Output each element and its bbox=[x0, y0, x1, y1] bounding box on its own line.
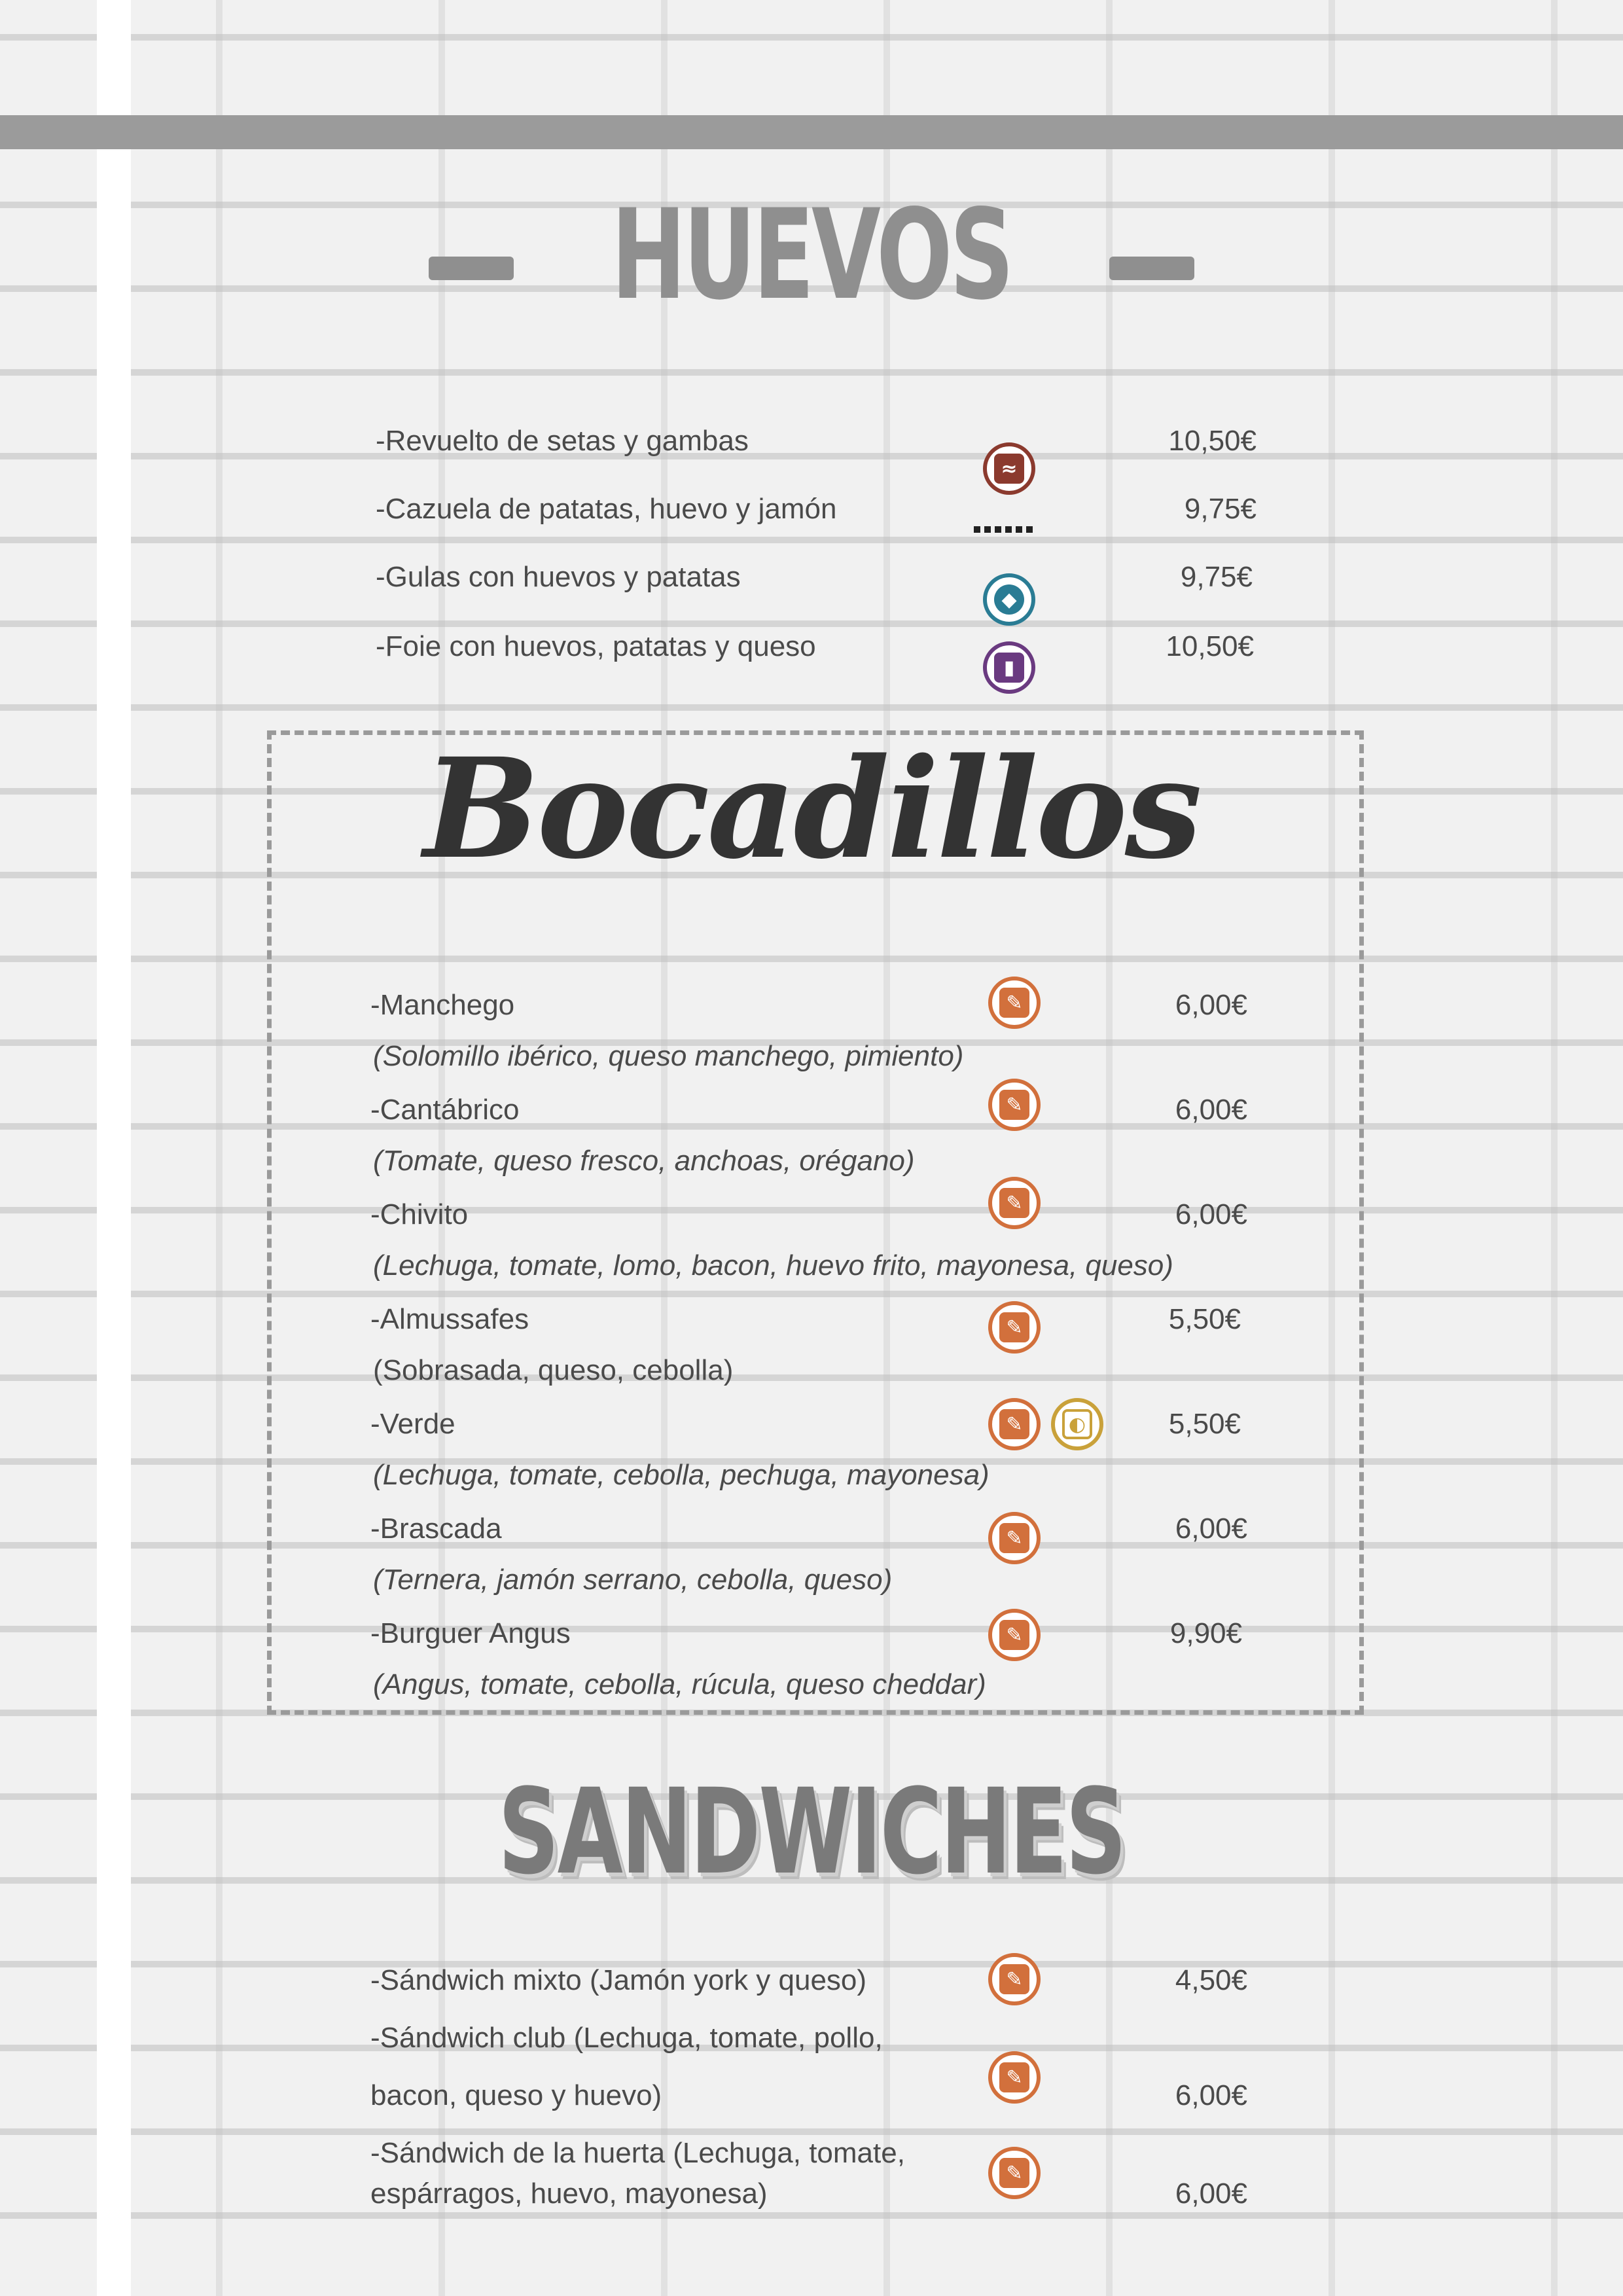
bocadillo-item-name: -Cantábrico bbox=[370, 1094, 520, 1126]
bocadillo-item-name: -Burguer Angus bbox=[370, 1617, 571, 1649]
bocadillo-item-description: (Angus, tomate, cebolla, rúcula, queso cheddar) bbox=[373, 1668, 986, 1700]
left-white-stripe bbox=[97, 0, 131, 2296]
gluten-allergen-icon: ✎ bbox=[988, 1079, 1041, 1131]
heading-dash-right bbox=[1109, 257, 1194, 280]
top-grey-bar bbox=[0, 115, 1623, 149]
bocadillo-item-name: -Brascada bbox=[370, 1513, 502, 1545]
bocadillo-item-description: (Solomillo ibérico, queso manchego, pimiento) bbox=[373, 1040, 964, 1072]
gluten-allergen-icon: ✎ bbox=[988, 977, 1041, 1029]
bocadillo-item-price: 5,50€ bbox=[1168, 1303, 1241, 1335]
crustacean-allergen-icon: ≈ bbox=[983, 442, 1035, 495]
bocadillo-item-price: 6,00€ bbox=[1175, 1198, 1247, 1230]
fish-allergen-icon: ◆ bbox=[983, 573, 1035, 626]
sandwiches-heading bbox=[0, 1764, 1623, 1901]
huevos-item-price: 10,50€ bbox=[1166, 630, 1254, 662]
huevos-item-price: 9,75€ bbox=[1184, 493, 1257, 525]
gluten-allergen-icon: ✎ bbox=[988, 1953, 1041, 2005]
huevos-item-name: -Gulas con huevos y patatas bbox=[376, 561, 741, 593]
huevos-heading bbox=[0, 183, 1623, 327]
dairy-allergen-icon: ▮ bbox=[983, 641, 1035, 694]
huevos-item-price: 10,50€ bbox=[1168, 425, 1257, 457]
gluten-allergen-icon: ✎ bbox=[988, 2147, 1041, 2199]
huevos-item-price: 9,75€ bbox=[1180, 561, 1253, 593]
sandwich-item-price: 4,50€ bbox=[1175, 1964, 1247, 1996]
bocadillo-item-description: (Lechuga, tomate, lomo, bacon, huevo frito, mayonesa, queso) bbox=[373, 1249, 1173, 1282]
bocadillo-item-description: (Sobrasada, queso, cebolla) bbox=[373, 1354, 734, 1386]
gluten-allergen-icon: ✎ bbox=[988, 1398, 1041, 1450]
bocadillo-item-description: (Lechuga, tomate, cebolla, pechuga, mayonesa) bbox=[373, 1459, 990, 1491]
sandwich-item-name: -Sándwich de la huerta (Lechuga, tomate, bbox=[370, 2137, 905, 2169]
gluten-allergen-icon: ✎ bbox=[988, 1609, 1041, 1661]
huevos-title: HUEVOS bbox=[611, 183, 1012, 327]
bocadillo-item-price: 6,00€ bbox=[1175, 1513, 1247, 1545]
bocadillos-title: Bocadillos bbox=[423, 728, 1200, 889]
gluten-allergen-icon: ✎ bbox=[988, 1177, 1041, 1229]
huevos-item-name: -Cazuela de patatas, huevo y jamón bbox=[376, 493, 837, 525]
sandwich-item-price: 6,00€ bbox=[1175, 2079, 1247, 2111]
bocadillo-item-price: 6,00€ bbox=[1175, 1094, 1247, 1126]
heading-dash-left bbox=[429, 257, 514, 280]
huevos-item-name: -Revuelto de setas y gambas bbox=[376, 425, 749, 457]
sandwiches-title: SANDWICHES bbox=[498, 1764, 1125, 1901]
bocadillo-item-price: 5,50€ bbox=[1168, 1408, 1241, 1440]
bocadillo-item-price: 9,90€ bbox=[1169, 1617, 1242, 1649]
sandwich-item-price: 6,00€ bbox=[1175, 2178, 1247, 2210]
egg-allergen-icon: ◐ bbox=[1051, 1398, 1103, 1450]
gluten-allergen-icon: ✎ bbox=[988, 1512, 1041, 1564]
huevos-item-name: -Foie con huevos, patatas y queso bbox=[376, 630, 816, 662]
bocadillo-item-name: -Almussafes bbox=[370, 1303, 529, 1335]
gluten-allergen-icon: ✎ bbox=[988, 1301, 1041, 1354]
sandwich-item-name: -Sándwich mixto (Jamón york y queso) bbox=[370, 1964, 867, 1996]
bocadillo-item-name: -Manchego bbox=[370, 989, 515, 1021]
bocadillo-item-price: 6,00€ bbox=[1175, 989, 1247, 1021]
sandwich-item-name: -Sándwich club (Lechuga, tomate, pollo, bbox=[370, 2022, 883, 2054]
dotted-separator bbox=[974, 526, 1033, 533]
gluten-allergen-icon: ✎ bbox=[988, 2051, 1041, 2104]
sandwich-item-name-continued: espárragos, huevo, mayonesa) bbox=[370, 2178, 768, 2210]
bocadillo-item-description: (Ternera, jamón serrano, cebolla, queso) bbox=[373, 1564, 893, 1596]
bocadillo-item-description: (Tomate, queso fresco, anchoas, orégano) bbox=[373, 1145, 915, 1177]
bocadillo-item-name: -Verde bbox=[370, 1408, 455, 1440]
bocadillo-item-name: -Chivito bbox=[370, 1198, 469, 1230]
sandwich-item-name-continued: bacon, queso y huevo) bbox=[370, 2079, 662, 2111]
